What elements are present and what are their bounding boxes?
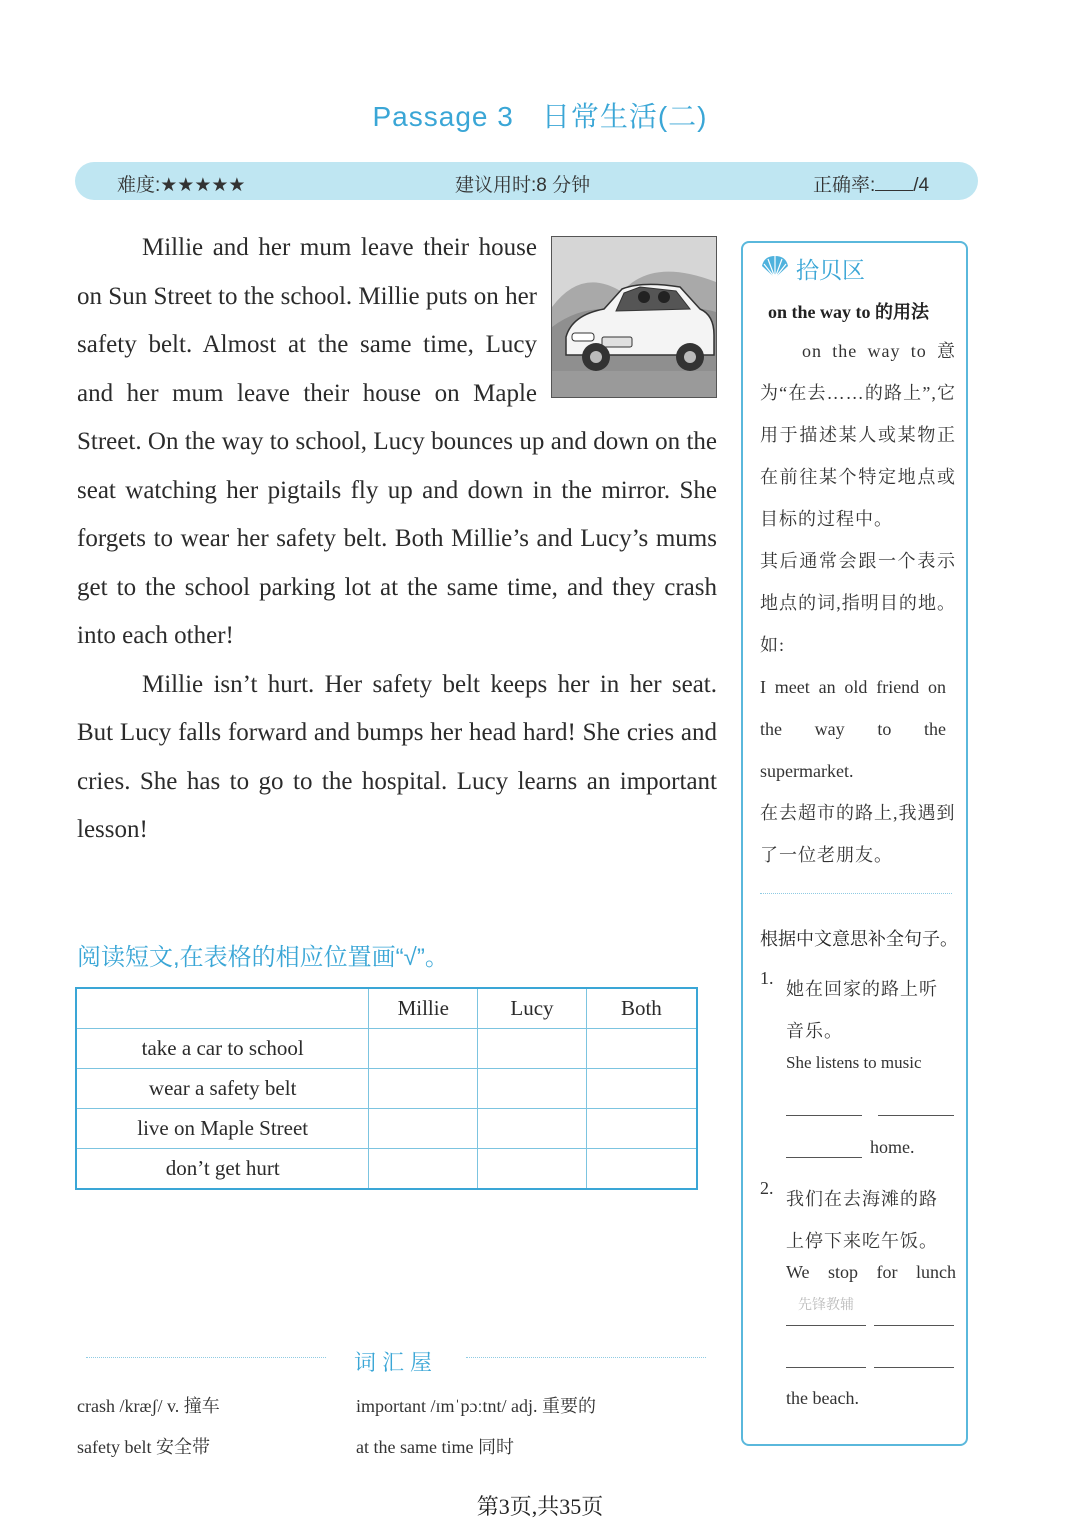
q2-chinese: 我们在去海滩的路上停下来吃午饭。 — [786, 1189, 938, 1251]
q1-blank-3[interactable] — [786, 1157, 862, 1158]
answer-cell[interactable] — [586, 1109, 697, 1149]
answer-table — [75, 987, 698, 1190]
table-row — [76, 1069, 697, 1109]
usage-title: on the way to 的用法 — [768, 302, 929, 322]
vocab-item: at the same time 同时 — [356, 1437, 514, 1457]
answer-cell[interactable] — [478, 1109, 587, 1149]
q2-blank-4[interactable] — [874, 1367, 954, 1368]
q2-number: 2. — [760, 1178, 774, 1198]
table-header-lucy: Lucy — [478, 988, 587, 1029]
answer-cell[interactable] — [369, 1069, 478, 1109]
sidebar-heading: 拾贝区 — [796, 257, 865, 283]
accuracy-field — [813, 170, 929, 197]
vocab-item: safety belt 安全带 — [77, 1437, 210, 1457]
answer-cell[interactable] — [586, 1069, 697, 1109]
shell-icon — [760, 254, 790, 285]
paragraph-2: Millie isn’t hurt. Her safety belt keeps her in her seat. But Lucy falls forward and bumps her head hard! She cries and cries. She has to go to the hospital. Lucy learns an important lesson! — [77, 670, 717, 843]
q1-number: 1. — [760, 968, 774, 988]
watermark: 先锋教辅 — [798, 1296, 854, 1312]
row-label: wear a safety belt — [76, 1069, 369, 1109]
table-header-empty — [76, 988, 369, 1029]
table-header-millie: Millie — [369, 988, 478, 1029]
vocab-item: important /ɪmˈpɔːtnt/ adj. 重要的 — [356, 1396, 596, 1416]
row-label: take a car to school — [76, 1029, 369, 1069]
q1-blank-2[interactable] — [878, 1115, 954, 1116]
q2-blank-3[interactable] — [786, 1367, 866, 1368]
usage-paragraph-1: on the way to 意为“在去……的路上”,它用于描述某人或某物正在前往某个特定地点或目标的过程中。 — [760, 341, 956, 529]
sidebar-divider — [760, 893, 952, 894]
info-bar — [75, 162, 978, 200]
q1-ending: home. — [870, 1137, 915, 1157]
vocab-divider-left — [86, 1357, 326, 1358]
paragraph-1: Millie and her mum leave their house on Sun Street to the school. Millie puts on her safety belt. Almost at the same time, Lucy and her mum leave their house on Maple Street. On the way to school, Lucy bounces up and down on the seat watching her pigtails fly up and down in the mirror. She forgets to wear her safety belt. Both Millie’s and Lucy’s mums get to the school parking lot at the same time, and they crash into each other! — [77, 234, 717, 649]
answer-cell[interactable] — [369, 1109, 478, 1149]
answer-cell[interactable] — [586, 1029, 697, 1069]
q1-chinese: 她在回家的路上听音乐。 — [786, 979, 938, 1041]
vocab-divider-right — [466, 1357, 706, 1358]
vocab-title: 词汇屋 — [354, 1350, 439, 1375]
q2-ending: the beach. — [786, 1388, 859, 1408]
answer-cell[interactable] — [369, 1149, 478, 1190]
accuracy-total: /4 — [913, 175, 930, 196]
accuracy-blank — [875, 174, 913, 191]
table-row — [76, 1149, 697, 1190]
usage-explanation — [760, 330, 956, 666]
row-label: don’t get hurt — [76, 1149, 369, 1190]
q1-blank-1[interactable] — [786, 1115, 862, 1116]
reading-passage — [77, 224, 717, 855]
table-header-row — [76, 988, 697, 1029]
q2-english: We stop for lunch — [786, 1262, 956, 1282]
table-row — [76, 1109, 697, 1149]
q2-blank-2[interactable] — [874, 1325, 954, 1326]
answer-cell[interactable] — [478, 1069, 587, 1109]
exercise-instruction: 阅读短文,在表格的相应位置画“√”。 — [77, 944, 449, 971]
page-number: 第3页,共35页 — [476, 1494, 604, 1519]
answer-cell[interactable] — [586, 1149, 697, 1190]
q2-blank-1[interactable] — [786, 1325, 866, 1326]
car-illustration — [551, 236, 717, 398]
table-header-both: Both — [586, 988, 697, 1029]
usage-paragraph-2: 其后通常会跟一个表示地点的词,指明目的地。如: — [760, 551, 956, 655]
passage-title — [0, 95, 1080, 135]
row-label: live on Maple Street — [76, 1109, 369, 1149]
exercise-title: 根据中文意思补全句子。 — [760, 929, 958, 949]
answer-cell[interactable] — [369, 1029, 478, 1069]
difficulty-rating: 难度:★★★★★ — [117, 175, 246, 196]
passage-label: Passage 3 — [372, 101, 514, 132]
suggested-time: 建议用时:8 分钟 — [455, 175, 591, 196]
answer-cell[interactable] — [478, 1149, 587, 1190]
example-sentence-zh: 在去超市的路上,我遇到了一位老朋友。 — [760, 803, 956, 865]
example-sentence-en: I meet an old friend on the way to the supermarket. — [760, 677, 946, 781]
answer-cell[interactable] — [478, 1029, 587, 1069]
table-row — [76, 1029, 697, 1069]
accuracy-label: 正确率: — [813, 175, 876, 196]
passage-topic: 日常生活(二) — [541, 101, 708, 132]
vocab-item: crash /kræʃ/ v. 撞车 — [77, 1396, 220, 1416]
q1-english: She listens to music — [786, 1053, 922, 1072]
